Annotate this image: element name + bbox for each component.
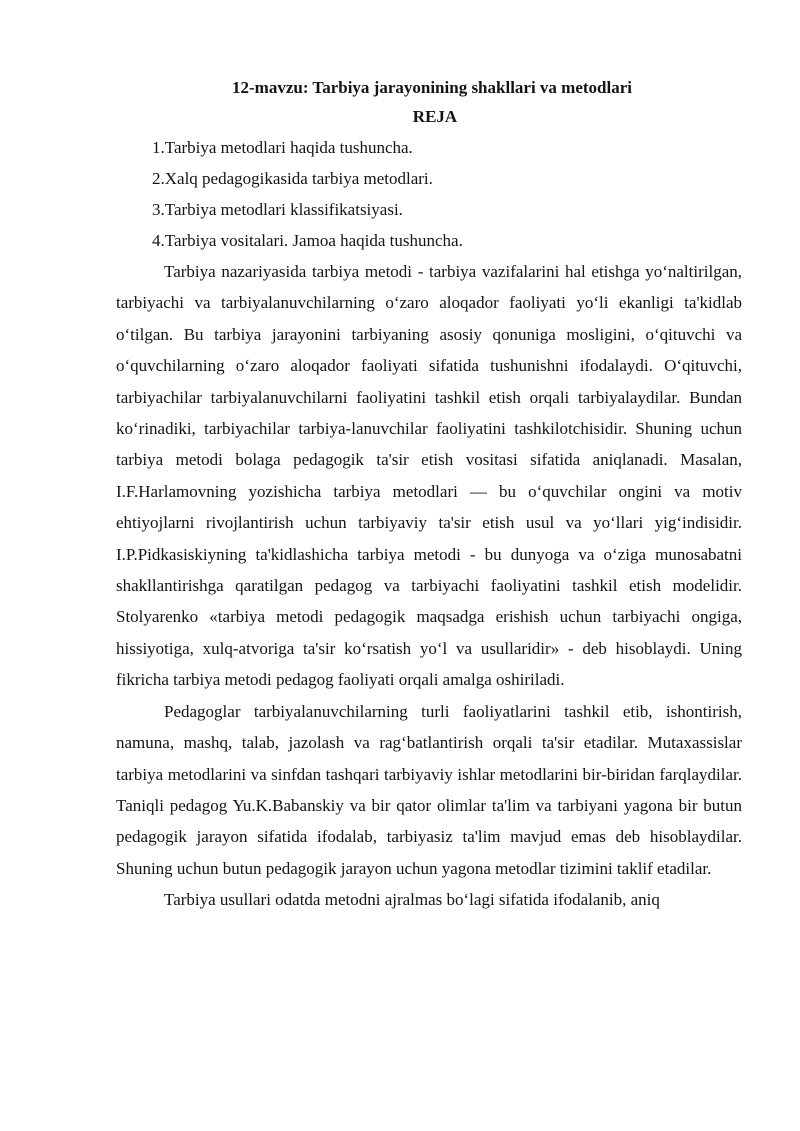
plan-list <box>116 132 742 256</box>
body-paragraph: Tarbiya nazariyasida tarbiya metodi - tarbiya vazifalarini hal etishga yo‘naltirilgan, tarbiyachi va tarbiyalanuvchilarning o‘zaro aloqador faoliyati yo‘li ekanligi ta'kidlab o‘tilgan. Bu tarbiya jarayonini tarbiyaning asosiy qonuniga mosligini, o‘qituvchi va o‘quvchilarning o‘zaro aloqador faoliyati sifatida tushunishni ifodalaydi. O‘qituvchi, tarbiyachilar tarbiyalanuvchilarni faoliyatini tashkil etish orqali tarbiyalaydilar. Bundan ko‘rinadiki, tarbiyachilar tarbiya-lanuvchilar faoliyatini tashkilotchisidir. Shuning uchun tarbiya metodi bolaga pedagogik ta'sir etish vositasi sifatida aniqlanadi. Masalan, I.F.Harlamovning yozishicha tarbiya metodlari — bu o‘quvchilar ongini va motiv ehtiyojlarni rivojlantirish uchun tarbiyaviy ta'sir etish usul va yo‘llari yig‘indisidir. I.P.Pidkasiskiyning ta'kidlashicha tarbiya metodi - bu dunyoga va o‘ziga munosabatni shakllantirishga qaratilgan pedagog va tarbiyachi faoliyatini tashkil etish modelidir. Stolyarenko «tarbiya metodi pedagogik maqsadga erishish uchun tarbiyachi ongiga, hissiyotiga, xulq-atvoriga ta'sir ko‘rsatish yo‘l va usullaridir» - deb hisoblaydi. Uning fikricha tarbiya metodi pedagog faoliyati orqali amalga oshiriladi. <box>116 262 742 690</box>
plan-item: 1.Tarbiya metodlari haqida tushuncha. <box>152 138 413 157</box>
plan-heading: REJA <box>412 107 458 126</box>
plan-item: 4.Tarbiya vositalari. Jamoa haqida tushuncha. <box>152 231 463 250</box>
page-title: 12-mavzu: Tarbiya jarayonining shakllari va metodlari <box>232 78 632 97</box>
body-paragraph: Tarbiya usullari odatda metodni ajralmas bo‘lagi sifatida ifodalanib, aniq <box>164 890 660 910</box>
plan-item: 2.Xalq pedagogikasida tarbiya metodlari. <box>152 169 433 188</box>
body-paragraph: Pedagoglar tarbiyalanuvchilarning turli faoliyatlarini tashkil etib, ishontirish, namuna, mashq, talab, jazolash va rag‘batlantirish orqali ta'sir etadilar. Mutaxassislar tarbiya metodlarini va sinfdan tashqari tarbiyaviy ishlar metodlarini bir-biridan farqlaydilar. Taniqli pedagog Yu.K.Babanskiy va bir qator olimlar ta'lim va tarbiyani yagona bir butun pedagogik jarayon sifatida ifodalab, tarbiyasiz ta'lim mavjud emas deb hisoblaydilar. Shuning uchun butun pedagogik jarayon uchun yagona metodlar tizimini taklif etadilar. <box>116 701 742 878</box>
plan-item: 3.Tarbiya metodlari klassifikatsiyasi. <box>152 200 403 219</box>
